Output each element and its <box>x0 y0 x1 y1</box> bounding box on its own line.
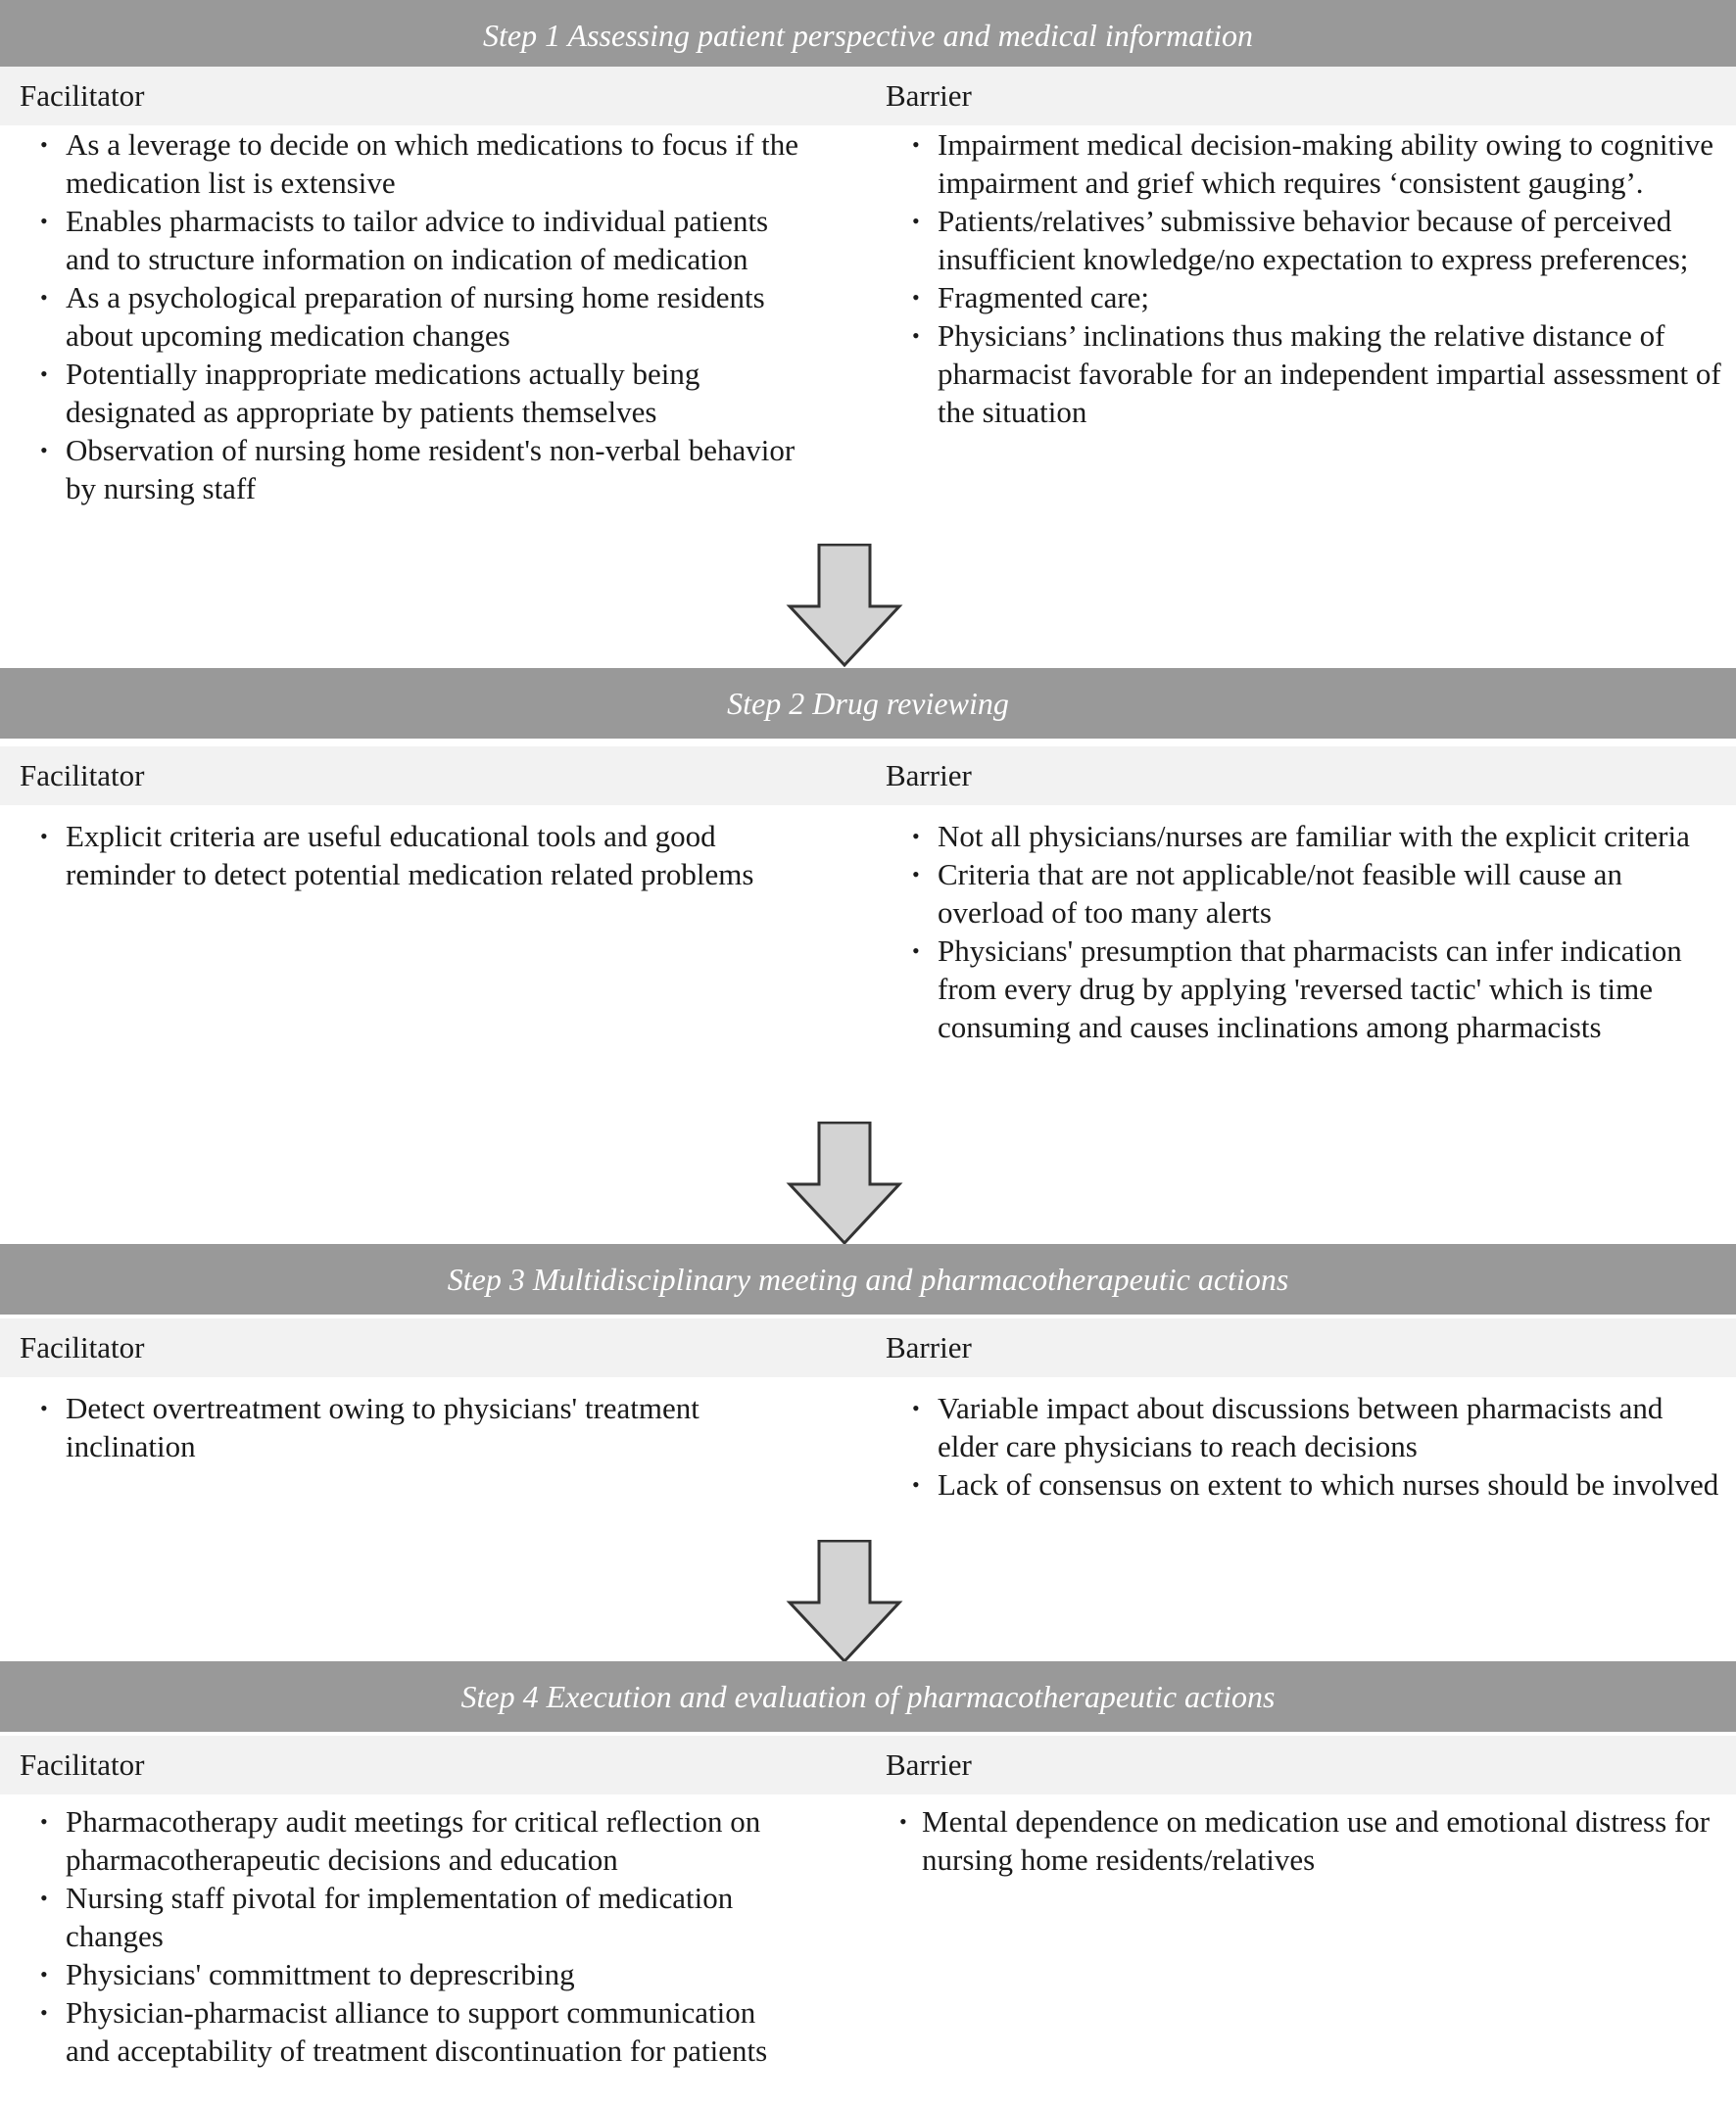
step-3-label-band <box>0 1318 1736 1377</box>
list-item: • Physician-pharmacist alliance to support communication and acceptability of treatment discontinuation for patients <box>20 1993 803 2070</box>
step-4-barrier-list <box>892 1802 1724 1879</box>
step-1-facilitator-label: Facilitator <box>20 78 145 113</box>
list-item: • Mental dependence on medication use and emotional distress for nursing home residents/relatives <box>892 1802 1724 1879</box>
list-item: • Variable impact about discussions between pharmacists and elder care physicians to reach decisions <box>892 1389 1724 1465</box>
step-1-header <box>0 0 1736 71</box>
list-item: • As a psychological preparation of nursing home residents about upcoming medication changes <box>20 278 803 355</box>
list-item: • Patients/relatives’ submissive behavior because of perceived insufficient knowledge/no expectation to express preferences; <box>892 202 1724 278</box>
list-item: • Not all physicians/nurses are familiar with the explicit criteria <box>892 817 1724 855</box>
list-item: • Nursing staff pivotal for implementation of medication changes <box>20 1879 803 1955</box>
step-4-header <box>0 1661 1736 1732</box>
step-1-barrier-label: Barrier <box>886 78 972 113</box>
list-item: • Physicians' presumption that pharmacists can infer indication from every drug by applying 'reversed tactic' which is time consuming and causes inclinations among pharmacists <box>892 932 1724 1046</box>
step-2-header <box>0 668 1736 739</box>
step-1-barrier-list <box>892 125 1724 431</box>
list-item: • Potentially inappropriate medications actually being designated as appropriate by patients themselves <box>20 355 803 431</box>
down-arrow-icon <box>784 1540 905 1663</box>
step-3-barrier-label: Barrier <box>886 1330 972 1364</box>
step-3-barrier-list <box>892 1389 1724 1504</box>
list-item: • Pharmacotherapy audit meetings for critical reflection on pharmacotherapeutic decisions and education <box>20 1802 803 1879</box>
list-item: • Detect overtreatment owing to physicians' treatment inclination <box>20 1389 803 1465</box>
list-item: • Physicians’ inclinations thus making the relative distance of pharmacist favorable for an independent impartial assessment of the situation <box>892 316 1724 431</box>
step-2-barrier-list <box>892 817 1724 1046</box>
step-2-title: Step 2 Drug reviewing <box>727 685 1009 721</box>
step-4-facilitator-list <box>20 1802 803 2070</box>
list-item: • Lack of consensus on extent to which nurses should be involved <box>892 1465 1724 1504</box>
down-arrow-icon <box>784 1122 905 1245</box>
list-item: • As a leverage to decide on which medications to focus if the medication list is extensive <box>20 125 803 202</box>
list-item: • Explicit criteria are useful educational tools and good reminder to detect potential medication related problems <box>20 817 803 893</box>
step-4-label-band <box>0 1736 1736 1794</box>
list-item: • Fragmented care; <box>892 278 1724 316</box>
list-item: • Physicians' committment to deprescribing <box>20 1955 803 1993</box>
step-2-facilitator-label: Facilitator <box>20 758 145 792</box>
step-3-facilitator-label: Facilitator <box>20 1330 145 1364</box>
list-item: • Observation of nursing home resident's non-verbal behavior by nursing staff <box>20 431 803 507</box>
step-3-header <box>0 1244 1736 1315</box>
step-4-barrier-label: Barrier <box>886 1747 972 1782</box>
step-2-barrier-label: Barrier <box>886 758 972 792</box>
step-1-title: Step 1 Assessing patient perspective and medical information <box>483 17 1253 53</box>
step-4-title: Step 4 Execution and evaluation of pharmacotherapeutic actions <box>460 1678 1276 1714</box>
step-1-label-band <box>0 67 1736 125</box>
step-1-facilitator-list <box>20 125 803 507</box>
down-arrow-icon <box>784 544 905 667</box>
step-2-facilitator-list <box>20 817 803 893</box>
list-item: • Impairment medical decision-making ability owing to cognitive impairment and grief which requires ‘consistent gauging’. <box>892 125 1724 202</box>
step-3-facilitator-list <box>20 1389 803 1465</box>
step-4-facilitator-label: Facilitator <box>20 1747 145 1782</box>
step-3-title: Step 3 Multidisciplinary meeting and pharmacotherapeutic actions <box>447 1261 1289 1297</box>
list-item: • Enables pharmacists to tailor advice to individual patients and to structure information on indication of medication <box>20 202 803 278</box>
step-2-label-band <box>0 746 1736 805</box>
list-item: • Criteria that are not applicable/not feasible will cause an overload of too many alerts <box>892 855 1724 932</box>
